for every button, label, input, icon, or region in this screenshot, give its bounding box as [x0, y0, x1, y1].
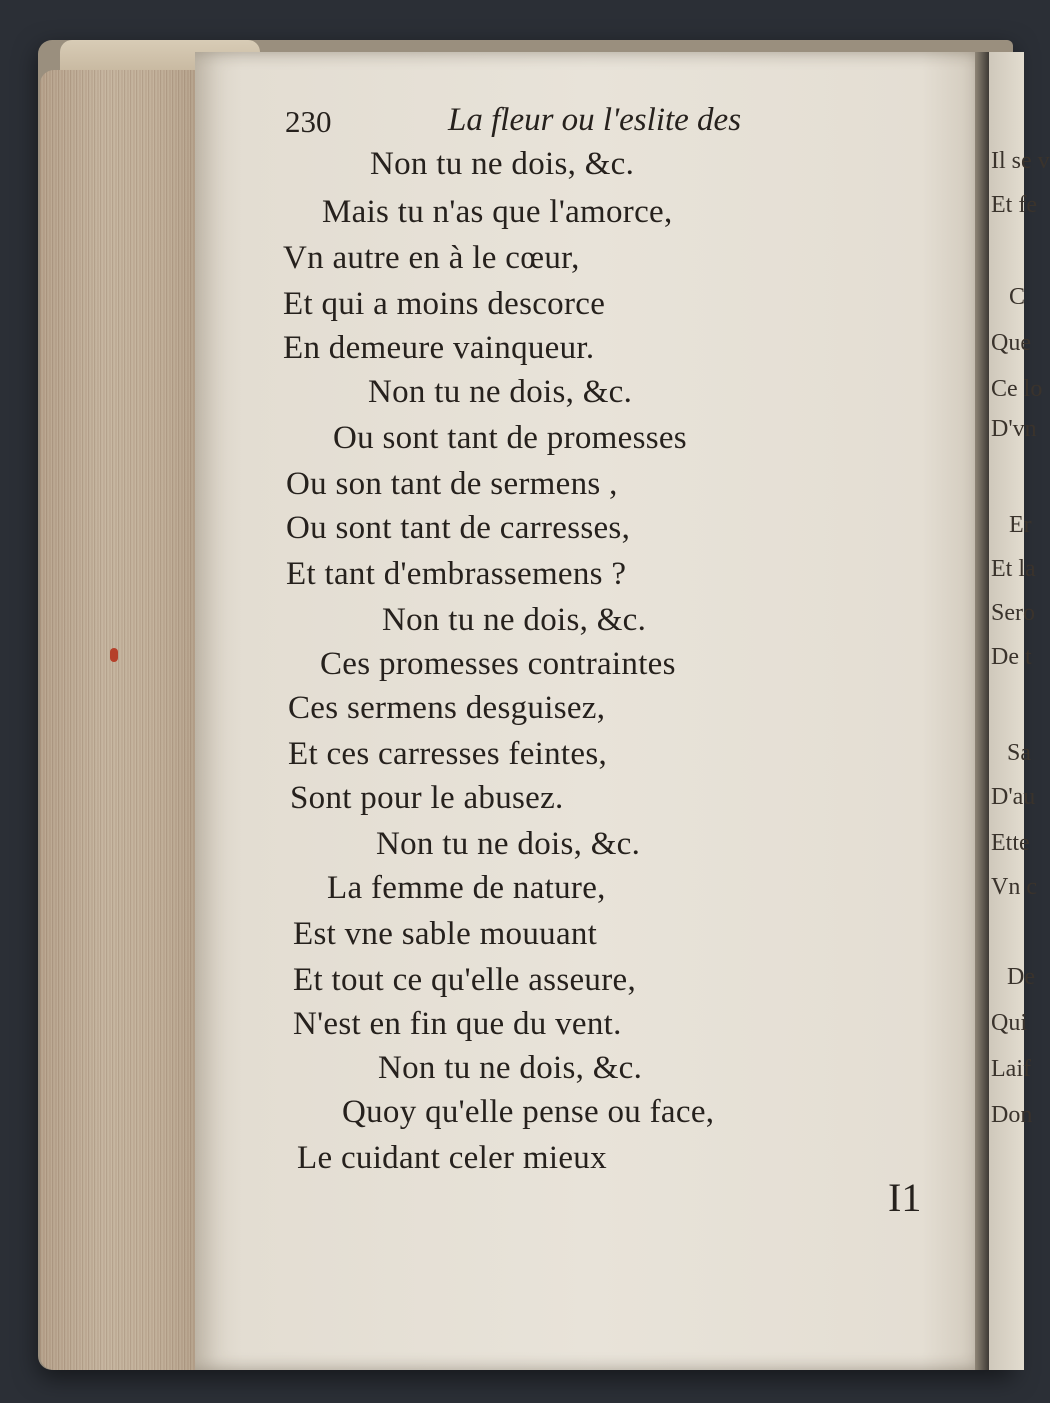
- verse-line: Vn autre en à le cœur,: [283, 240, 580, 276]
- verse-line: Sont pour le abusez.: [290, 780, 564, 816]
- verse-line: Le cuidant celer mieux: [297, 1140, 607, 1176]
- facing-line: Don: [991, 1102, 1033, 1128]
- verse-line: Non tu ne dois, &c.: [378, 1050, 643, 1086]
- facing-line: De t: [991, 644, 1032, 670]
- signature-mark: I1: [888, 1175, 922, 1220]
- verse-line: Mais tu n'as que l'amorce,: [322, 194, 673, 230]
- running-head: La fleur ou l'eslite des: [448, 102, 742, 138]
- facing-line: C: [1009, 284, 1026, 310]
- facing-line: D'au: [991, 784, 1036, 810]
- verse-line: Non tu ne dois, &c.: [382, 602, 647, 638]
- verse-line: Quoy qu'elle pense ou face,: [342, 1094, 715, 1130]
- verse-line: Ou son tant de sermens ,: [286, 466, 618, 502]
- facing-line: Ce lo: [991, 376, 1043, 402]
- facing-line: Et la: [991, 556, 1036, 582]
- facing-line: D'vn: [991, 416, 1037, 442]
- facing-line: Que: [991, 330, 1031, 356]
- facing-line: Il se v: [991, 148, 1050, 174]
- verse-line: Et tout ce qu'elle asseure,: [293, 962, 636, 998]
- book-gutter: [975, 52, 989, 1370]
- facing-page-fragment: [989, 52, 1050, 1370]
- verse-line: Non tu ne dois, &c.: [376, 826, 641, 862]
- verse-line: La femme de nature,: [327, 870, 606, 906]
- verse-line: Ou sont tant de promesses: [333, 420, 687, 456]
- verse-line: En demeure vainqueur.: [283, 330, 595, 366]
- verse-line: N'est en fin que du vent.: [293, 1006, 622, 1042]
- facing-line: Laif: [991, 1056, 1031, 1082]
- facing-line: Sero: [991, 600, 1035, 626]
- facing-line: Sa: [1007, 740, 1031, 766]
- facing-line: Er: [1009, 512, 1032, 538]
- page-block-edges: [40, 70, 200, 1370]
- verse-line: Ces sermens desguisez,: [288, 690, 606, 726]
- facing-line: Et fe: [991, 192, 1037, 218]
- facing-line: Ette: [991, 830, 1030, 856]
- verse-line: Ces promesses contraintes: [320, 646, 676, 682]
- verse-line: Et qui a moins descorce: [283, 286, 606, 322]
- facing-line: De: [1007, 964, 1035, 990]
- red-stain: [110, 648, 118, 662]
- facing-line: Vn c: [991, 874, 1037, 900]
- page-number: 230: [285, 104, 332, 139]
- facing-line: Qui: [991, 1010, 1027, 1036]
- verse-line: Et tant d'embrassemens ?: [286, 556, 627, 592]
- verse-line: Ou sont tant de carresses,: [286, 510, 631, 546]
- verse-line: Non tu ne dois, &c.: [370, 146, 635, 182]
- verse-line: Non tu ne dois, &c.: [368, 374, 633, 410]
- verse-line: Et ces carresses feintes,: [288, 736, 608, 772]
- verse-line: Est vne sable mouuant: [293, 916, 598, 952]
